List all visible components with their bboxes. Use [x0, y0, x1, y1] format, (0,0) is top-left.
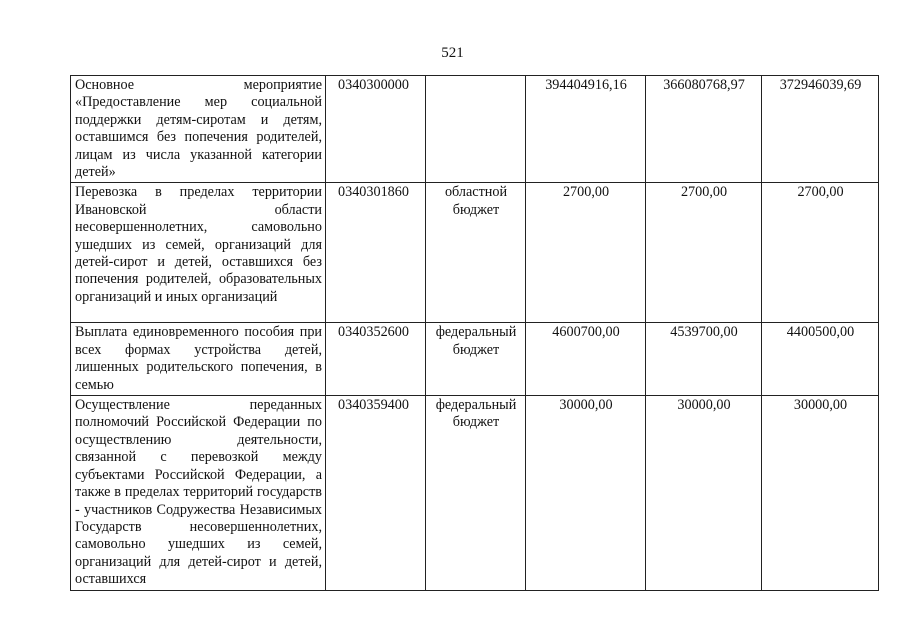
measure-name: Основное мероприятие «Предоставление мер социальной поддержки детям-сиротам и детям, оставшимся без попечения родителей, лицам из числа указанной категории детей» [71, 76, 326, 183]
funding-source [426, 76, 526, 183]
measure-name: Перевозка в пределах территории Ивановской области несовершеннолетних, самовольно ушедших из семей, организаций для детей-сирот и детей, оставшихся без попечения родителей, образовательных организаций и иных организаций [71, 183, 326, 323]
amount-year-2: 4539700,00 [646, 323, 762, 396]
amount-year-1: 30000,00 [526, 396, 646, 590]
budget-code: 0340301860 [326, 183, 426, 323]
measure-name: Выплата единовременного пособия при всех формах устройства детей, лишенных родительского попечения, в семью [71, 323, 326, 396]
amount-year-1: 394404916,16 [526, 76, 646, 183]
table-row [71, 76, 879, 183]
amount-year-3: 4400500,00 [762, 323, 879, 396]
funding-source: федеральный бюджет [426, 323, 526, 396]
amount-year-1: 4600700,00 [526, 323, 646, 396]
budget-code: 0340352600 [326, 323, 426, 396]
measure-name: Осуществление переданных полномочий Российской Федерации по осуществлению деятельности, связанной с перевозкой между субъектами Российской Федерации, а также в пределах территорий государств - участников Содружества Независимых Государств несовершеннолетних, самовольно ушедших из семей, организаций для детей-сирот и детей, оставшихся [71, 396, 326, 590]
budget-code: 0340300000 [326, 76, 426, 183]
page-number: 521 [441, 45, 464, 61]
budget-code: 0340359400 [326, 396, 426, 590]
amount-year-1: 2700,00 [526, 183, 646, 323]
table-row [71, 183, 879, 323]
funding-source: областной бюджет [426, 183, 526, 323]
amount-year-3: 372946039,69 [762, 76, 879, 183]
amount-year-2: 366080768,97 [646, 76, 762, 183]
table-row [71, 323, 879, 396]
amount-year-3: 30000,00 [762, 396, 879, 590]
table-row [71, 396, 879, 590]
funding-source: федеральный бюджет [426, 396, 526, 590]
amount-year-2: 30000,00 [646, 396, 762, 590]
budget-table [70, 75, 879, 591]
amount-year-2: 2700,00 [646, 183, 762, 323]
amount-year-3: 2700,00 [762, 183, 879, 323]
